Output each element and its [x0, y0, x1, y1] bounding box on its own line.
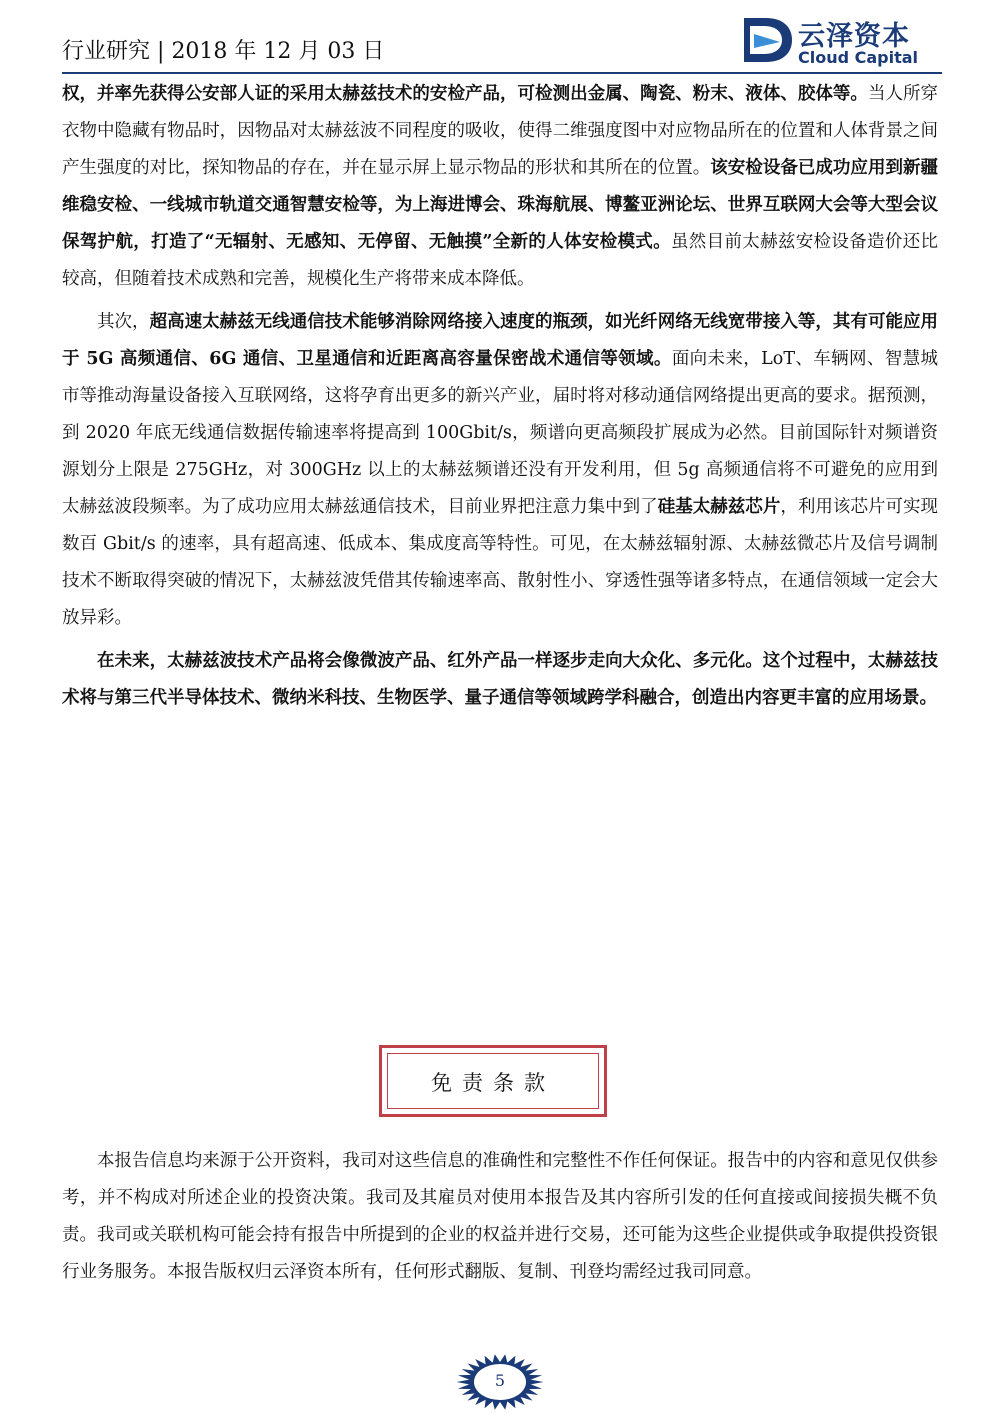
page-number: 5 — [494, 1371, 506, 1390]
paragraph — [62, 76, 938, 298]
logo-chinese-name: 云泽资本 — [798, 21, 910, 52]
article-body — [62, 76, 938, 723]
page-header — [62, 8, 940, 68]
header-separator: | — [157, 39, 165, 64]
header-divider — [62, 72, 942, 74]
header-date: 2018 年 12 月 03 日 — [171, 39, 385, 64]
disclaimer-title-frame — [379, 1045, 607, 1117]
bold-text: 超高速太赫兹无线通信技术能够消除网络接入速度的瓶颈，如光纤网络无线宽带接入等，其有可能应用于 5G 高频通信、6G 通信、卫星通信和近距离高容量保密战术通信等领域。 — [62, 312, 939, 369]
text-run: 其次， — [97, 312, 150, 332]
bold-text: 硅基太赫兹芯片 — [657, 497, 781, 517]
paragraph — [62, 643, 938, 717]
disclaimer-title: 免责条款 — [431, 1071, 555, 1095]
header-section: 行业研究 — [62, 39, 151, 64]
text-run: 面向未来，LoT、车辆网、智慧城市等推动海量设备接入互联网络，这将孕育出更多的新兴产业，届时将对移动通信网络提出更高的要求。据预测，到 2020 年底无线通信数据传输速率将提高到 100Gbit/s，频谱向更高频段扩展成为必然。目前国际针对频谱资源划分上限是 275GHz，对 300GHz 以上的太赫兹频谱还没有开发利用，但 5g 高频通信将不可避免的应用到太赫兹波段频率。为了成功应用太赫兹通信技术，目前业界把注意力集中到了 — [62, 349, 938, 517]
paragraph — [62, 304, 938, 637]
disclaimer-text: 本报告信息均来源于公开资料，我司对这些信息的准确性和完整性不作任何保证。报告中的内容和意见仅供参考，并不构成对所述企业的投资决策。我司及其雇员对使用本报告及其内容所引发的任何直接或间接损失概不负责。我司或关联机构可能会持有报告中所提到的企业的权益并进行交易，还可能为这些企业提供或争取提供投资银行业务服务。本报告版权归云泽资本所有，任何形式翻版、复制、刊登均需经过我司同意。 — [62, 1151, 938, 1282]
bold-text: 在未来，太赫兹波技术产品将会像微波产品、红外产品一样逐步走向大众化、多元化。这个过程中，太赫兹技术将与第三代半导体技术、微纳米科技、生物医学、量子通信等领域跨学科融合，创造出内容更丰富的应用场景。 — [62, 651, 938, 708]
logo-english-name: Cloud Capital — [798, 48, 919, 67]
bold-text: 权，并率先获得公安部人证的采用太赫兹技术的安检产品，可检测出金属、陶瓷、粉末、液体、胶体等。 — [62, 84, 868, 104]
bold-text: 该安检设备已成功应用到新疆维稳安检、一线城市轨道交通智慧安检等，为上海进博会、珠海航展、博鳌亚洲论坛、世界互联网大会等大型会议保驾护航，打造了“无辐射、无感知、无停留、无触摸”全新的人体安检模式。 — [62, 158, 939, 252]
company-logo — [740, 8, 940, 70]
text-run: ，利用该芯片可实现数百 Gbit/s 的速率，具有超高速、低成本、集成度高等特性。可见，在太赫兹辐射源、太赫兹微芯片及信号调制技术不断取得突破的情况下，太赫兹波凭借其传输速率高、散射性小、穿透性强等诸多特点，在通信领域一定会大放异彩。 — [62, 497, 939, 628]
cloud-capital-logo-icon — [740, 14, 794, 64]
header-meta — [62, 34, 384, 65]
text-run: 当人所穿衣物中隐藏有物品时，因物品对太赫兹波不同程度的吸收，使得二维强度图中对应物品所在的位置和人体背景之间产生强度的对比，探知物品的存在，并在显示屏上显示物品的形状和其所在的位置。 — [62, 84, 938, 178]
text-run: 虽然目前太赫兹安检设备造价还比较高，但随着技术成熟和完善，规模化生产将带来成本降低。 — [62, 232, 938, 289]
page-number-badge — [448, 1352, 552, 1412]
